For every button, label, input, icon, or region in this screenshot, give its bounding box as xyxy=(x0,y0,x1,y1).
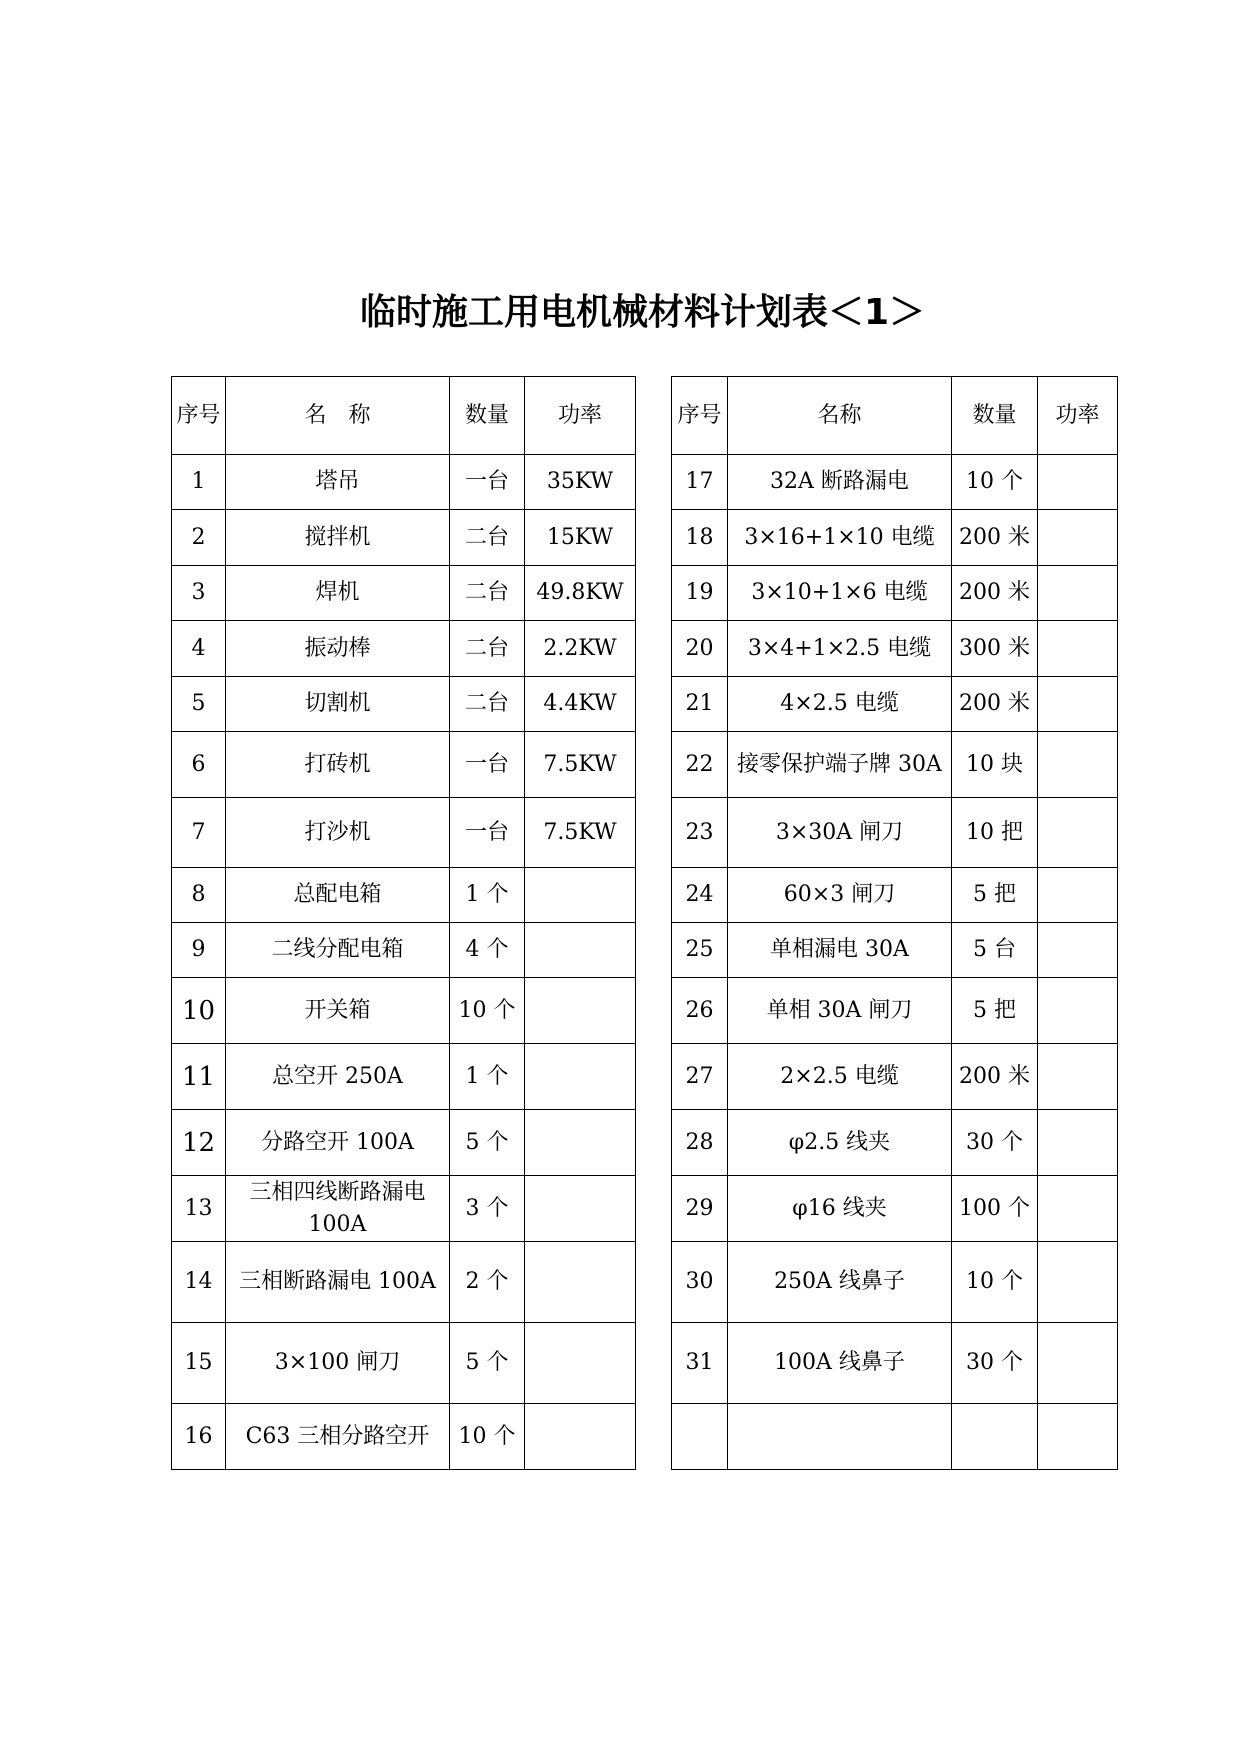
cell-qty: 5 个 xyxy=(450,1110,525,1176)
cell-name: 250A 线鼻子 xyxy=(728,1242,952,1323)
table-row xyxy=(172,1110,636,1176)
cell-name: 振动棒 xyxy=(226,621,450,677)
cell-qty: 一台 xyxy=(450,455,525,510)
table-row xyxy=(172,1044,636,1110)
cell-power: 7.5KW xyxy=(525,732,636,798)
cell-name: 3×100 闸刀 xyxy=(226,1323,450,1404)
cell-qty: 10 个 xyxy=(450,1404,525,1470)
cell-seq: 2 xyxy=(172,510,226,566)
cell-power xyxy=(1038,1044,1118,1110)
cell-power xyxy=(1038,455,1118,510)
cell-name: 接零保护端子牌 30A xyxy=(728,732,952,798)
cell-seq: 3 xyxy=(172,566,226,621)
table-row xyxy=(672,868,1118,923)
cell-qty: 1 个 xyxy=(450,1044,525,1110)
cell-seq: 29 xyxy=(672,1176,728,1242)
cell-qty: 1 个 xyxy=(450,868,525,923)
cell-seq: 9 xyxy=(172,923,226,978)
cell-qty: 300 米 xyxy=(952,621,1038,677)
table-row xyxy=(672,732,1118,798)
cell-qty: 二台 xyxy=(450,621,525,677)
cell-name: 总配电箱 xyxy=(226,868,450,923)
cell-name: 二线分配电箱 xyxy=(226,923,450,978)
table-row xyxy=(672,1044,1118,1110)
cell-name: 打砖机 xyxy=(226,732,450,798)
header-name: 名称 xyxy=(728,377,952,455)
cell-qty: 二台 xyxy=(450,510,525,566)
cell-qty: 二台 xyxy=(450,677,525,732)
cell-seq: 20 xyxy=(672,621,728,677)
table-row xyxy=(172,1323,636,1404)
cell-power xyxy=(1038,1110,1118,1176)
cell-qty: 10 块 xyxy=(952,732,1038,798)
cell-power xyxy=(1038,566,1118,621)
cell-power xyxy=(1038,510,1118,566)
cell-name: 60×3 闸刀 xyxy=(728,868,952,923)
cell-qty: 200 米 xyxy=(952,1044,1038,1110)
cell-name: 分路空开 100A xyxy=(226,1110,450,1176)
cell-qty: 10 个 xyxy=(952,1242,1038,1323)
cell-name: 3×10+1×6 电缆 xyxy=(728,566,952,621)
cell-name: 开关箱 xyxy=(226,978,450,1044)
cell-name: 打沙机 xyxy=(226,798,450,868)
table-row xyxy=(672,566,1118,621)
table-header-row xyxy=(172,377,636,455)
table-row xyxy=(672,978,1118,1044)
cell-qty xyxy=(952,1404,1038,1470)
table-row xyxy=(672,798,1118,868)
cell-qty: 200 米 xyxy=(952,510,1038,566)
cell-power: 7.5KW xyxy=(525,798,636,868)
cell-name: 100A 线鼻子 xyxy=(728,1323,952,1404)
cell-qty: 200 米 xyxy=(952,677,1038,732)
cell-name xyxy=(728,1404,952,1470)
cell-power xyxy=(1038,732,1118,798)
cell-name: φ2.5 线夹 xyxy=(728,1110,952,1176)
cell-name: 3×4+1×2.5 电缆 xyxy=(728,621,952,677)
cell-seq: 23 xyxy=(672,798,728,868)
cell-seq: 25 xyxy=(672,923,728,978)
cell-name: 2×2.5 电缆 xyxy=(728,1044,952,1110)
table-row xyxy=(672,510,1118,566)
table-header-row xyxy=(672,377,1118,455)
cell-seq: 27 xyxy=(672,1044,728,1110)
cell-power: 49.8KW xyxy=(525,566,636,621)
table-row xyxy=(172,455,636,510)
cell-power xyxy=(1038,1176,1118,1242)
cell-seq: 7 xyxy=(172,798,226,868)
cell-seq: 1 xyxy=(172,455,226,510)
cell-seq: 28 xyxy=(672,1110,728,1176)
cell-seq: 26 xyxy=(672,978,728,1044)
table-row xyxy=(172,566,636,621)
table-row xyxy=(172,732,636,798)
cell-power: 35KW xyxy=(525,455,636,510)
cell-name: 3×30A 闸刀 xyxy=(728,798,952,868)
header-seq: 序号 xyxy=(672,377,728,455)
cell-qty: 5 把 xyxy=(952,978,1038,1044)
table-row xyxy=(672,1323,1118,1404)
cell-seq: 17 xyxy=(672,455,728,510)
cell-qty: 5 个 xyxy=(450,1323,525,1404)
cell-qty: 一台 xyxy=(450,732,525,798)
cell-seq: 4 xyxy=(172,621,226,677)
table-row xyxy=(672,621,1118,677)
cell-power xyxy=(525,1323,636,1404)
cell-name: 搅拌机 xyxy=(226,510,450,566)
table-row xyxy=(672,923,1118,978)
table-row xyxy=(172,868,636,923)
cell-name: 总空开 250A xyxy=(226,1044,450,1110)
material-table-left xyxy=(171,376,636,1470)
cell-power xyxy=(525,1404,636,1470)
table-row xyxy=(672,1242,1118,1323)
cell-name: 三相断路漏电 100A xyxy=(226,1242,450,1323)
cell-seq: 19 xyxy=(672,566,728,621)
cell-seq: 5 xyxy=(172,677,226,732)
cell-power xyxy=(525,978,636,1044)
table-row xyxy=(172,798,636,868)
cell-qty: 30 个 xyxy=(952,1110,1038,1176)
cell-power xyxy=(1038,1404,1118,1470)
table-row xyxy=(672,1176,1118,1242)
header-power: 功率 xyxy=(1038,377,1118,455)
cell-seq: 16 xyxy=(172,1404,226,1470)
cell-seq: 14 xyxy=(172,1242,226,1323)
header-qty: 数量 xyxy=(450,377,525,455)
cell-name: 4×2.5 电缆 xyxy=(728,677,952,732)
cell-seq: 21 xyxy=(672,677,728,732)
cell-power xyxy=(1038,798,1118,868)
table-row xyxy=(672,677,1118,732)
table-row xyxy=(172,1242,636,1323)
cell-seq: 30 xyxy=(672,1242,728,1323)
cell-seq: 24 xyxy=(672,868,728,923)
table-row xyxy=(172,1176,636,1242)
cell-power: 15KW xyxy=(525,510,636,566)
page-title: 临时施工用电机械材料计划表＜1＞ xyxy=(360,292,926,333)
cell-power xyxy=(1038,677,1118,732)
cell-power xyxy=(1038,923,1118,978)
cell-name: C63 三相分路空开 xyxy=(226,1404,450,1470)
cell-qty: 100 个 xyxy=(952,1176,1038,1242)
cell-name: 三相四线断路漏电100A xyxy=(226,1176,450,1242)
cell-seq: 22 xyxy=(672,732,728,798)
cell-power xyxy=(1038,978,1118,1044)
cell-qty: 3 个 xyxy=(450,1176,525,1242)
table-row xyxy=(672,455,1118,510)
header-seq: 序号 xyxy=(172,377,226,455)
cell-power xyxy=(525,1242,636,1323)
cell-seq: 15 xyxy=(172,1323,226,1404)
cell-qty: 10 个 xyxy=(450,978,525,1044)
cell-name: 焊机 xyxy=(226,566,450,621)
table-row xyxy=(172,978,636,1044)
cell-power xyxy=(525,923,636,978)
table-row xyxy=(172,1404,636,1470)
cell-qty: 二台 xyxy=(450,566,525,621)
cell-power xyxy=(1038,868,1118,923)
table-row xyxy=(172,923,636,978)
header-qty: 数量 xyxy=(952,377,1038,455)
cell-name: 塔吊 xyxy=(226,455,450,510)
table-row xyxy=(172,510,636,566)
cell-seq: 8 xyxy=(172,868,226,923)
table-row xyxy=(672,1110,1118,1176)
cell-qty: 200 米 xyxy=(952,566,1038,621)
cell-seq xyxy=(672,1404,728,1470)
cell-seq: 10 xyxy=(172,978,226,1044)
cell-name: 切割机 xyxy=(226,677,450,732)
cell-qty: 5 把 xyxy=(952,868,1038,923)
cell-qty: 4 个 xyxy=(450,923,525,978)
cell-qty: 5 台 xyxy=(952,923,1038,978)
cell-name: 单相漏电 30A xyxy=(728,923,952,978)
cell-qty: 10 个 xyxy=(952,455,1038,510)
cell-power xyxy=(1038,1242,1118,1323)
header-name: 名 称 xyxy=(226,377,450,455)
cell-name: 32A 断路漏电 xyxy=(728,455,952,510)
cell-seq: 6 xyxy=(172,732,226,798)
header-power: 功率 xyxy=(525,377,636,455)
cell-power xyxy=(525,1044,636,1110)
cell-name: 单相 30A 闸刀 xyxy=(728,978,952,1044)
cell-seq: 13 xyxy=(172,1176,226,1242)
cell-power xyxy=(1038,621,1118,677)
cell-name: φ16 线夹 xyxy=(728,1176,952,1242)
cell-seq: 31 xyxy=(672,1323,728,1404)
cell-power xyxy=(525,1110,636,1176)
table-row xyxy=(172,621,636,677)
table-row xyxy=(172,677,636,732)
cell-qty: 10 把 xyxy=(952,798,1038,868)
cell-name: 3×16+1×10 电缆 xyxy=(728,510,952,566)
material-table-right xyxy=(671,376,1118,1470)
cell-seq: 18 xyxy=(672,510,728,566)
cell-qty: 2 个 xyxy=(450,1242,525,1323)
cell-qty: 一台 xyxy=(450,798,525,868)
cell-power: 2.2KW xyxy=(525,621,636,677)
cell-power: 4.4KW xyxy=(525,677,636,732)
table-row xyxy=(672,1404,1118,1470)
cell-power xyxy=(525,868,636,923)
cell-qty: 30 个 xyxy=(952,1323,1038,1404)
cell-seq: 12 xyxy=(172,1110,226,1176)
cell-power xyxy=(525,1176,636,1242)
cell-seq: 11 xyxy=(172,1044,226,1110)
cell-power xyxy=(1038,1323,1118,1404)
